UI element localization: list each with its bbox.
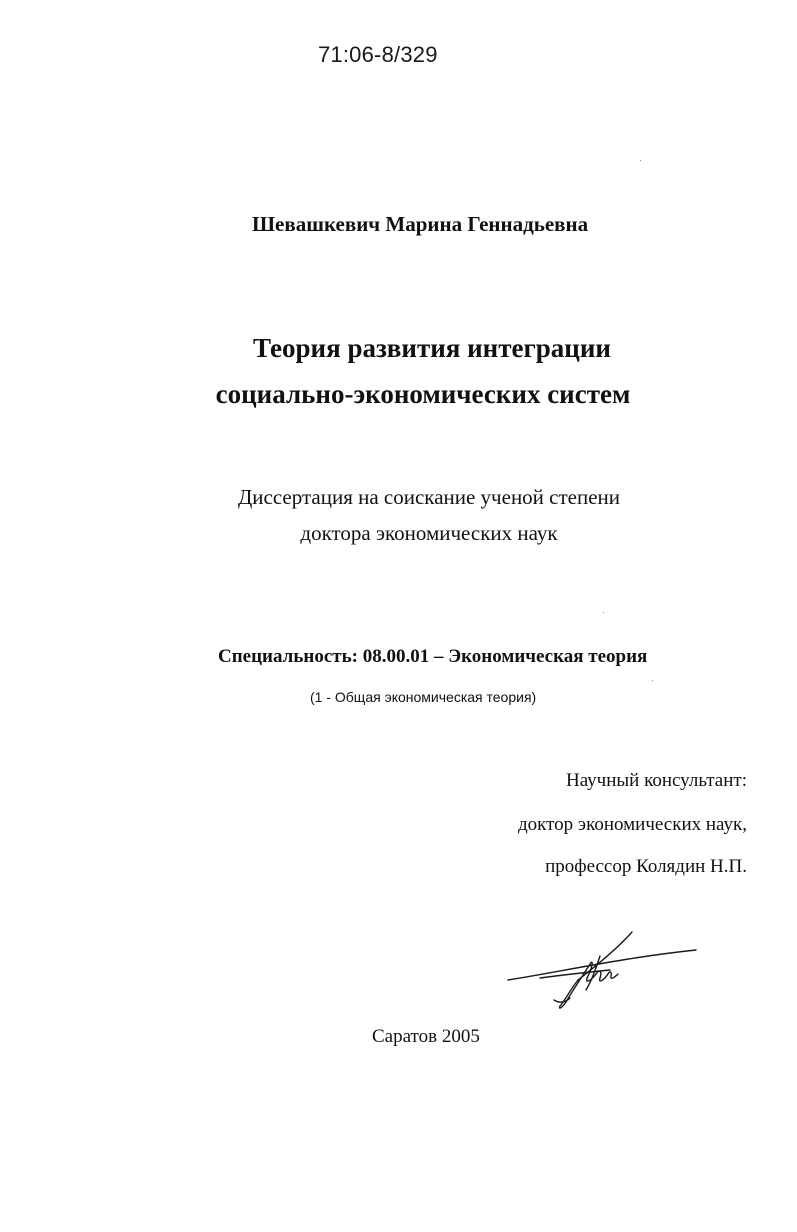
degree-line-1: Диссертация на соискание ученой степени <box>237 485 621 509</box>
catalog-code: 71:06-8/329 <box>318 42 438 67</box>
scan-speck <box>652 680 653 681</box>
scan-speck <box>640 160 641 161</box>
scan-speck <box>603 612 604 613</box>
specialty-subtitle: (1 - Общая экономическая теория) <box>310 689 537 705</box>
title-line-2: социально-экономических систем <box>215 379 631 409</box>
consultant-label: Научный консультант: <box>565 770 747 791</box>
specialty: Специальность: 08.00.01 – Экономическая теория <box>218 646 648 667</box>
handwritten-signature-icon <box>500 928 710 1013</box>
consultant-name: профессор Колядин Н.П. <box>545 856 747 877</box>
degree-line-2: доктора экономических наук <box>300 521 558 545</box>
consultant-degree: доктор экономических наук, <box>517 814 747 835</box>
author-name: Шевашкевич Марина Геннадьевна <box>252 212 589 236</box>
title-line-1: Теория развития интеграции <box>253 333 611 363</box>
city-year: Саратов 2005 <box>372 1026 480 1047</box>
